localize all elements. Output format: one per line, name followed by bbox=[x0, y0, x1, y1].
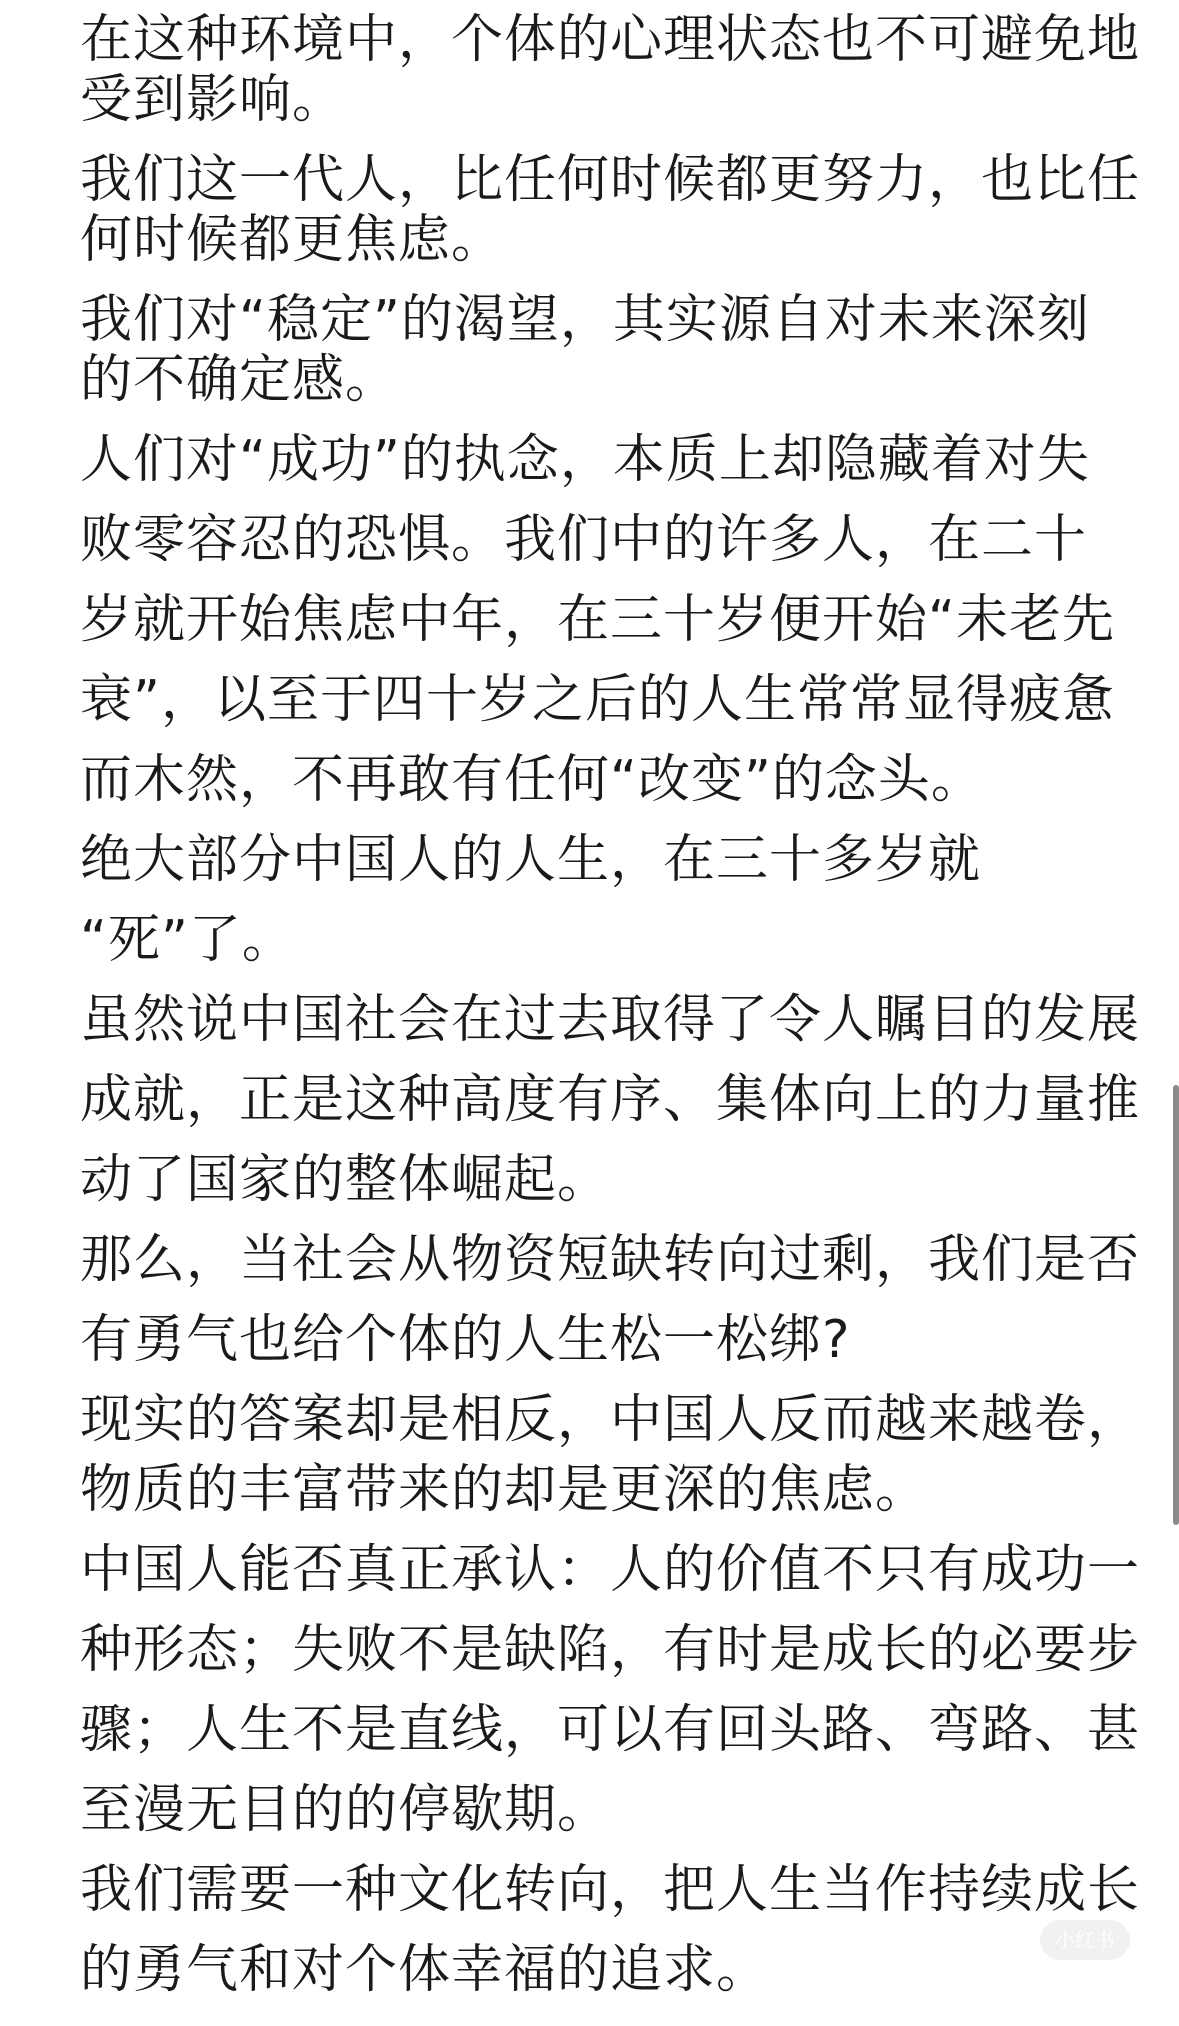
text-line: 的勇气和对个体幸福的追求。 bbox=[80, 1940, 770, 2000]
text-line: 中国人能否真正承认：人的价值不只有成功一 bbox=[80, 1540, 1141, 1600]
text-line: 的不确定感。 bbox=[80, 350, 399, 410]
text-line: 现实的答案却是相反，中国人反而越来越卷， bbox=[80, 1390, 1141, 1450]
text-line: 绝大部分中国人的人生，在三十多岁就 bbox=[80, 830, 982, 890]
text-line: 衰”，以至于四十岁之后的人生常常显得疲惫 bbox=[80, 670, 1115, 730]
text-line: 虽然说中国社会在过去取得了令人瞩目的发展 bbox=[80, 990, 1141, 1050]
text-line: 而木然，不再敢有任何“改变”的念头。 bbox=[80, 750, 984, 810]
text-line: 我们需要一种文化转向，把人生当作持续成长 bbox=[80, 1860, 1141, 1920]
text-line: 成就，正是这种高度有序、集体向上的力量推 bbox=[80, 1070, 1141, 1130]
text-line: 有勇气也给个体的人生松一松绑? bbox=[80, 1310, 851, 1370]
watermark-logo: 小红书 bbox=[1040, 1920, 1130, 1960]
text-line: 何时候都更焦虑。 bbox=[80, 210, 505, 270]
text-line: 动了国家的整体崛起。 bbox=[80, 1150, 611, 1210]
text-line: 败零容忍的恐惧。我们中的许多人，在二十 bbox=[80, 510, 1088, 570]
text-line: 我们这一代人，比任何时候都更努力，也比任 bbox=[80, 150, 1141, 210]
text-line: 我们对“稳定”的渴望，其实源自对未来深刻 bbox=[80, 290, 1090, 350]
text-line: 种形态；失败不是缺陷，有时是成长的必要步 bbox=[80, 1620, 1141, 1680]
article-body bbox=[80, 0, 1141, 2026]
text-line: 受到影响。 bbox=[80, 70, 346, 130]
text-line: 物质的丰富带来的却是更深的焦虑。 bbox=[80, 1460, 929, 1520]
text-line: 至漫无目的的停歇期。 bbox=[80, 1780, 611, 1840]
scrollbar-thumb[interactable] bbox=[1173, 1085, 1179, 1525]
text-line: 那么，当社会从物资短缺转向过剩，我们是否 bbox=[80, 1230, 1141, 1290]
text-line: 骤；人生不是直线，可以有回头路、弯路、甚 bbox=[80, 1700, 1141, 1760]
text-line: 岁就开始焦虑中年，在三十岁便开始“未老先 bbox=[80, 590, 1115, 650]
text-line: 在这种环境中，个体的心理状态也不可避免地 bbox=[80, 10, 1141, 70]
text-line: 人们对“成功”的执念，本质上却隐藏着对失 bbox=[80, 430, 1090, 490]
text-line: “死”了。 bbox=[80, 910, 295, 970]
